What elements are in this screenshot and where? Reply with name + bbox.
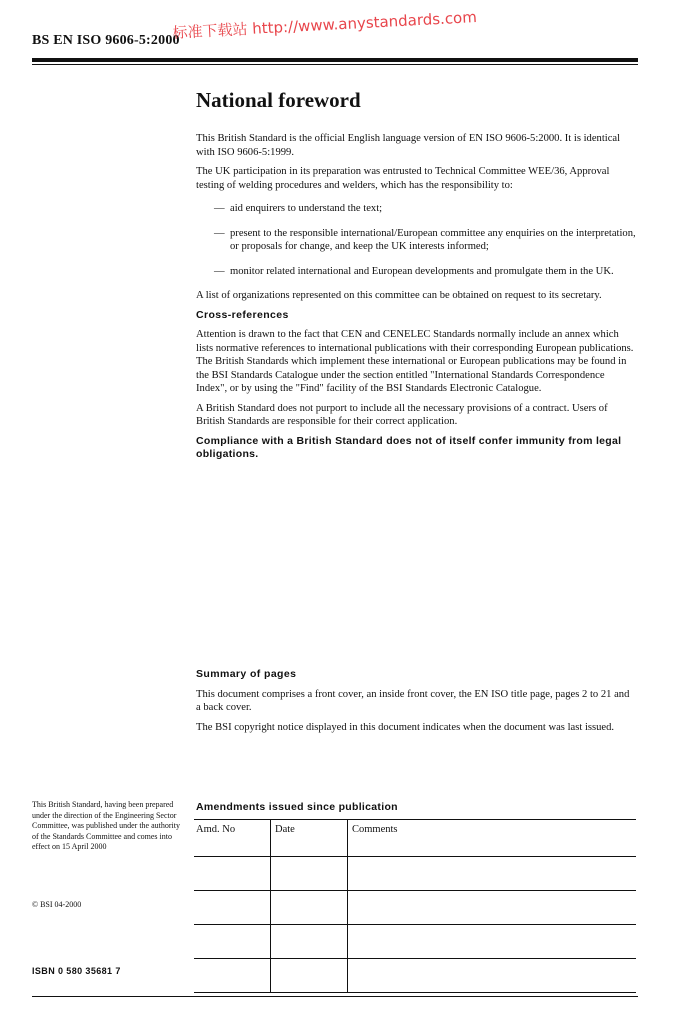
watermark-text: 标准下载站 http://www.anystandards.com (172, 8, 478, 42)
table-cell (194, 925, 271, 959)
amendments-heading: Amendments issued since publication (196, 801, 398, 813)
header-rule-thin (32, 64, 638, 65)
table-cell (348, 857, 637, 891)
dash-marker: — (214, 203, 225, 214)
organizations-paragraph: A list of organizations represented on this committee can be obtained on request to its secretary. (196, 290, 602, 301)
column-header-amd-no: Amd. No (194, 820, 271, 857)
dash-marker: — (214, 265, 225, 277)
cross-references-paragraph: Attention is drawn to the fact that CEN and CENELEC Standards normally include an annex which lists normative references to international publications with their corresponding European publications. The British Standards which implement these international or European publications may be found in the BSI Standards Catalogue under the section entitled "International Standards Correspondence Index", or by using the "Find" facility of the BSI Standards Electronic Catalogue. (196, 329, 634, 394)
column-header-comments: Comments (348, 820, 637, 857)
table-cell (194, 891, 271, 925)
copyright-line: © BSI 04-2000 (32, 900, 82, 909)
table-cell (194, 857, 271, 891)
summary-section (196, 664, 636, 740)
list-item-text: aid enquirers to understand the text; (230, 203, 383, 214)
summary-paragraph: This document comprises a front cover, an inside front cover, the EN ISO title page, pages 2 to 21 and a back cover. (196, 688, 630, 713)
responsibility-list (196, 202, 636, 278)
document-code: BS EN ISO 9606-5:2000 (32, 33, 180, 48)
table-cell (348, 891, 637, 925)
table-row (194, 925, 636, 959)
table-row (194, 857, 636, 891)
table-cell (348, 959, 637, 993)
list-item (196, 265, 636, 279)
cross-references-heading: Cross-references (196, 308, 289, 321)
header-rule-thick (32, 58, 638, 62)
list-item (196, 227, 636, 254)
table-cell (271, 959, 348, 993)
intro-paragraph: This British Standard is the official English language version of EN ISO 9606-5:2000. It is identical with ISO 9606-5:1999. (196, 133, 621, 158)
committee-paragraph: The UK participation in its preparation was entrusted to Technical Committee WEE/36, Approval testing of welding procedures and welders, which has the responsibility to: (196, 166, 610, 191)
table-row (194, 891, 636, 925)
table-cell (348, 925, 637, 959)
compliance-notice: Compliance with a British Standard does not of itself confer immunity from legal obligations. (196, 434, 622, 460)
foreword-body (196, 132, 636, 462)
page-title: National foreword (196, 88, 361, 112)
provisions-paragraph: A British Standard does not purport to include all the necessary provisions of a contract. Users of British Standards are responsible for their correct application. (196, 402, 608, 427)
isbn: ISBN 0 580 35681 7 (32, 966, 121, 976)
table-header-row (194, 820, 636, 857)
table-cell (271, 891, 348, 925)
table-row (194, 959, 636, 993)
summary-heading: Summary of pages (196, 668, 297, 680)
list-item-text: present to the responsible international/European committee any enquiries on the interpretation, or proposals for change, and keep the UK interests informed; (230, 227, 636, 252)
table-cell (194, 959, 271, 993)
amendments-table (194, 819, 636, 993)
dash-marker: — (214, 227, 225, 239)
column-header-date: Date (271, 820, 348, 857)
authority-note: This British Standard, having been prepared under the direction of the Engineering Sector Committee, was published under the authority of the Standards Committee and comes into effect on 15 April 2000 (32, 800, 180, 852)
table-cell (271, 925, 348, 959)
copyright-notice-paragraph: The BSI copyright notice displayed in this document indicates when the document was last issued. (196, 721, 615, 733)
list-item-text: monitor related international and European developments and promulgate them in the UK. (230, 265, 614, 277)
list-item (196, 202, 636, 216)
footer-rule (32, 996, 638, 997)
table-cell (271, 857, 348, 891)
